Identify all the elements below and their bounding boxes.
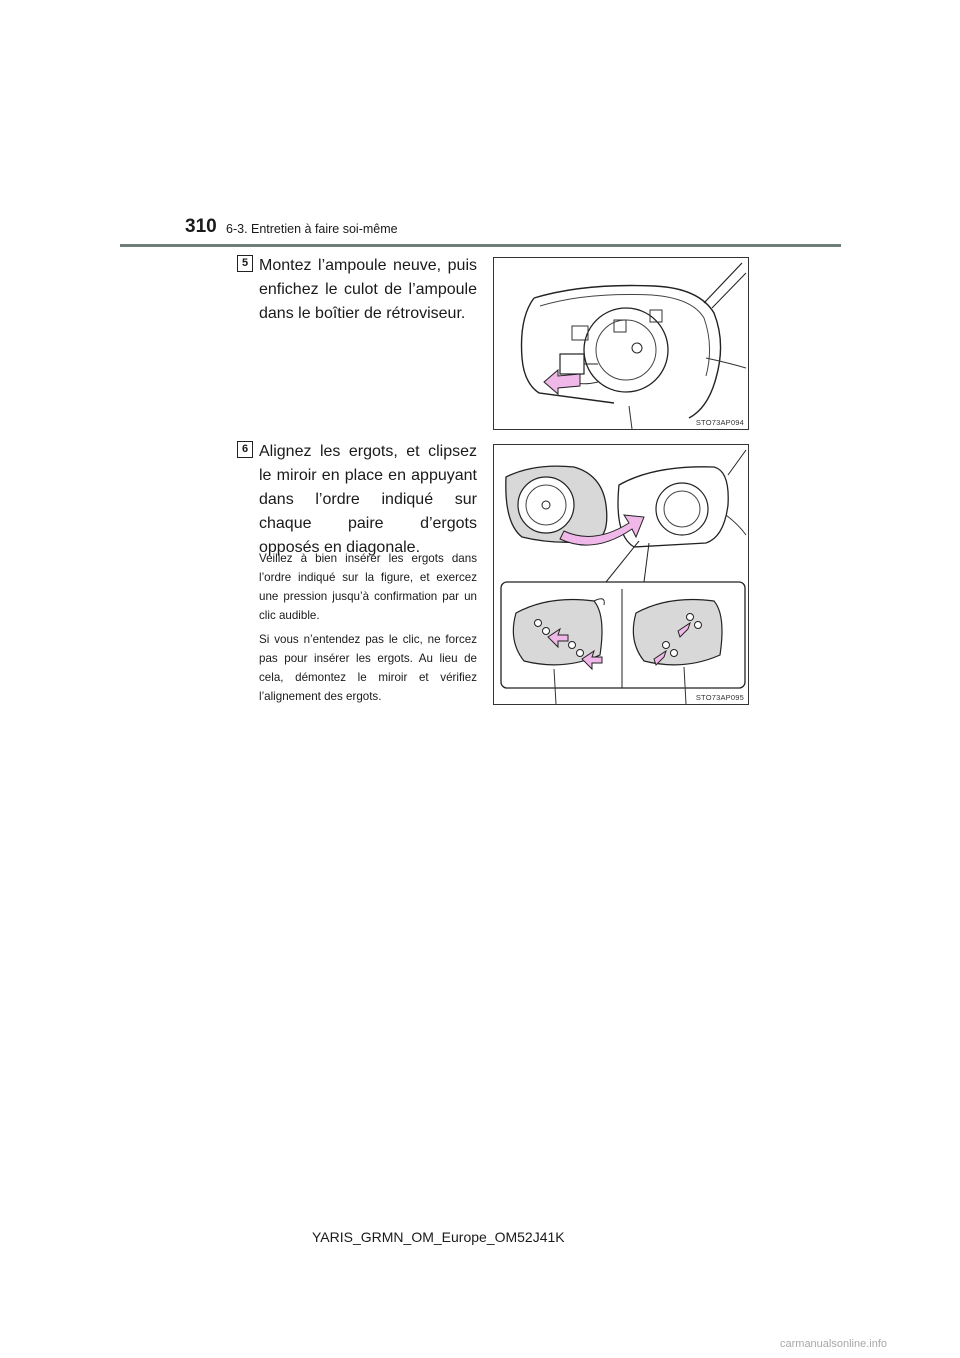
step-5-badge: 5 — [237, 255, 253, 272]
step-6-note-1: Veillez à bien insérer les ergots dans l’ordre indiqué sur la figure, et exercez une pression jusqu’à confirmation par un clic audible. — [259, 552, 477, 622]
header-rule — [120, 244, 841, 247]
watermark: carmanualsonline.info — [780, 1338, 888, 1350]
figure-mirror-clip — [493, 444, 749, 705]
step-6-badge: 6 — [237, 441, 253, 458]
page-number: 310 — [185, 216, 217, 237]
step-6-note-2: Si vous n’entendez pas le clic, ne forcez pas pour insérer les ergots. Au lieu de cela, démontez le miroir et vérifiez l’alignement des ergots. — [259, 633, 477, 703]
mirror-clip-illustration — [494, 445, 748, 704]
figure-code-095: STO73AP095 — [695, 693, 744, 702]
mirror-housing-illustration — [494, 258, 748, 429]
footer-doc-code: YARIS_GRMN_OM_Europe_OM52J41K — [312, 1229, 565, 1245]
section-title: 6-3. Entretien à faire soi-même — [226, 222, 398, 236]
step-6-text: Alignez les ergots, et clipsez le miroir en place en appuyant dans l’ordre indiqué sur chaque paire d’ergots opposés en diagonale. — [259, 443, 477, 556]
figure-bulb-install — [493, 257, 749, 430]
figure-code-094: STO73AP094 — [695, 418, 744, 427]
step-5-text: Montez l’ampoule neuve, puis enfichez le culot de l’ampoule dans le boîtier de rétroviseur. — [259, 257, 477, 322]
